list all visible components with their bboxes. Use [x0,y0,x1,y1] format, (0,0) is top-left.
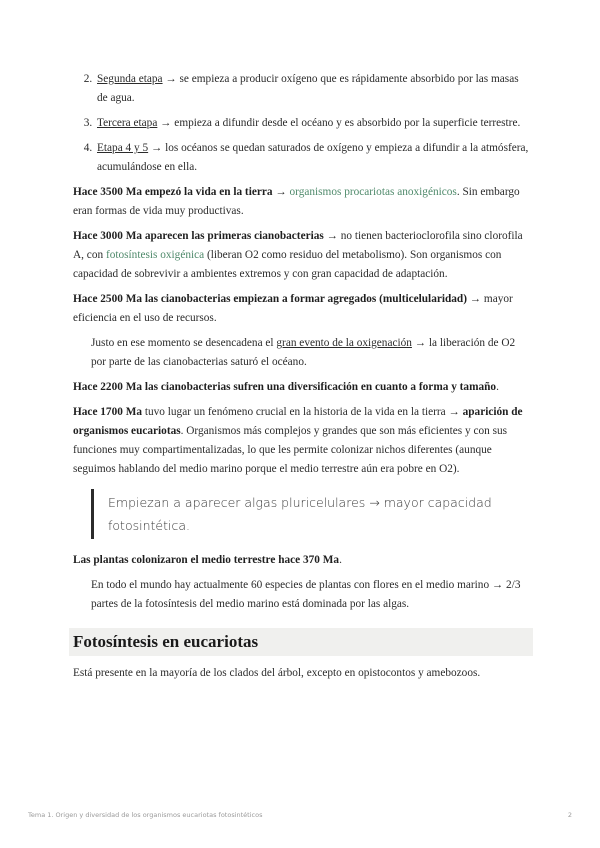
page-number: 2 [567,811,572,819]
list-item [95,114,529,133]
bold-text: Hace 2200 Ma las cianobacterias sufren una diversificación en cuanto a forma y tamaño [73,381,497,393]
paragraph-oxigenacion [73,334,529,372]
oxigenacion-term: gran evento de la oxigenación [276,337,412,349]
paragraph-text: → la liberación de O2 por parte de las cianobacterias saturó el océano. [91,337,516,368]
bold-text: Hace 2500 Ma las cianobacterias empiezan a formar agregados (multicelularidad) [73,293,467,305]
paragraph-2500ma [73,290,529,328]
stage-text: → empieza a difundir desde el océano y es absorbido por la superficie terrestre. [157,117,521,129]
paragraph-text: tuvo lugar un fenómeno crucial en la historia de la vida en la tierra → [142,406,463,418]
stages-list [73,70,529,177]
paragraph-text: . Organismos más complejos y grandes que son más eficientes y con sus funciones muy compartimentalizadas, lo que les permite colonizar nichos diferentes (aunque seguimos hablando del medio marino porque el medio terrestre aún era pobre en O2). [73,425,508,475]
list-item [95,139,529,177]
callout-quote: Empiezan a aparecer algas pluricelulares → mayor capacidad fotosintética. [91,489,529,539]
paragraph-text: (liberan O2 como residuo del metabolismo). Son organismos con capacidad de sobrevivir a ambientes extremos y con gran capacidad de adaptación. [73,249,502,280]
section-heading: Fotosíntesis en eucariotas [69,628,533,656]
bold-text: Hace 1700 Ma [73,406,143,418]
list-item [95,70,529,108]
paragraph-text: → no tienen bacterioclorofila sino clorofila A, con [73,230,523,261]
paragraph-text: Justo en ese momento se desencadena el [91,337,277,349]
paragraph-1700ma [73,403,529,479]
bold-text: Hace 3500 Ma empezó la vida en la tierra [73,186,273,198]
bold-text: Las plantas colonizaron el medio terrestre hace 370 Ma [73,554,340,566]
stage-label: Tercera etapa [97,117,158,129]
bold-text: Hace 3000 Ma aparecen las primeras cianobacterias [73,230,324,242]
paragraph-text: . [339,554,342,566]
arrow-text: → [272,186,290,198]
stage-text: → se empieza a producir oxígeno que es rápidamente absorbido por las masas de agua. [97,73,519,104]
paragraph-plants-note: En todo el mundo hay actualmente 60 especies de plantas con flores en el medio marino → 2/3 partes de la fotosíntesis del medio marino está dominada por las algas. [91,579,521,610]
footer-title: Tema 1. Origen y diversidad de los organismos eucariotas fotosintéticos [28,811,263,819]
bold-text: aparición de organismos eucariotas [73,406,523,437]
stage-text: → los océanos se quedan saturados de oxígeno y empieza a difundir a la atmósfera, acumulándose en ella. [97,142,529,173]
paragraph-3500ma [73,183,529,221]
link-procariotas[interactable]: organismos procariotas anoxigénicos [289,186,457,198]
paragraph-2200ma [73,378,529,397]
link-fotosintesis-oxigenica[interactable]: fotosíntesis oxigénica [105,249,205,261]
section-paragraph: Está presente en la mayoría de los clados del árbol, excepto en opistocontos y amebozoos. [73,667,481,679]
paragraph-text: . Sin embargo eran formas de vida muy productivas. [73,186,520,217]
stage-label: Segunda etapa [97,73,163,85]
page-content [73,70,529,689]
stage-label: Etapa 4 y 5 [97,142,149,154]
paragraph-370ma [73,551,529,570]
paragraph-text: . [496,381,499,393]
page-footer [28,811,572,819]
paragraph-text: → mayor eficiencia en el uso de recursos. [73,293,513,324]
paragraph-3000ma [73,227,529,284]
